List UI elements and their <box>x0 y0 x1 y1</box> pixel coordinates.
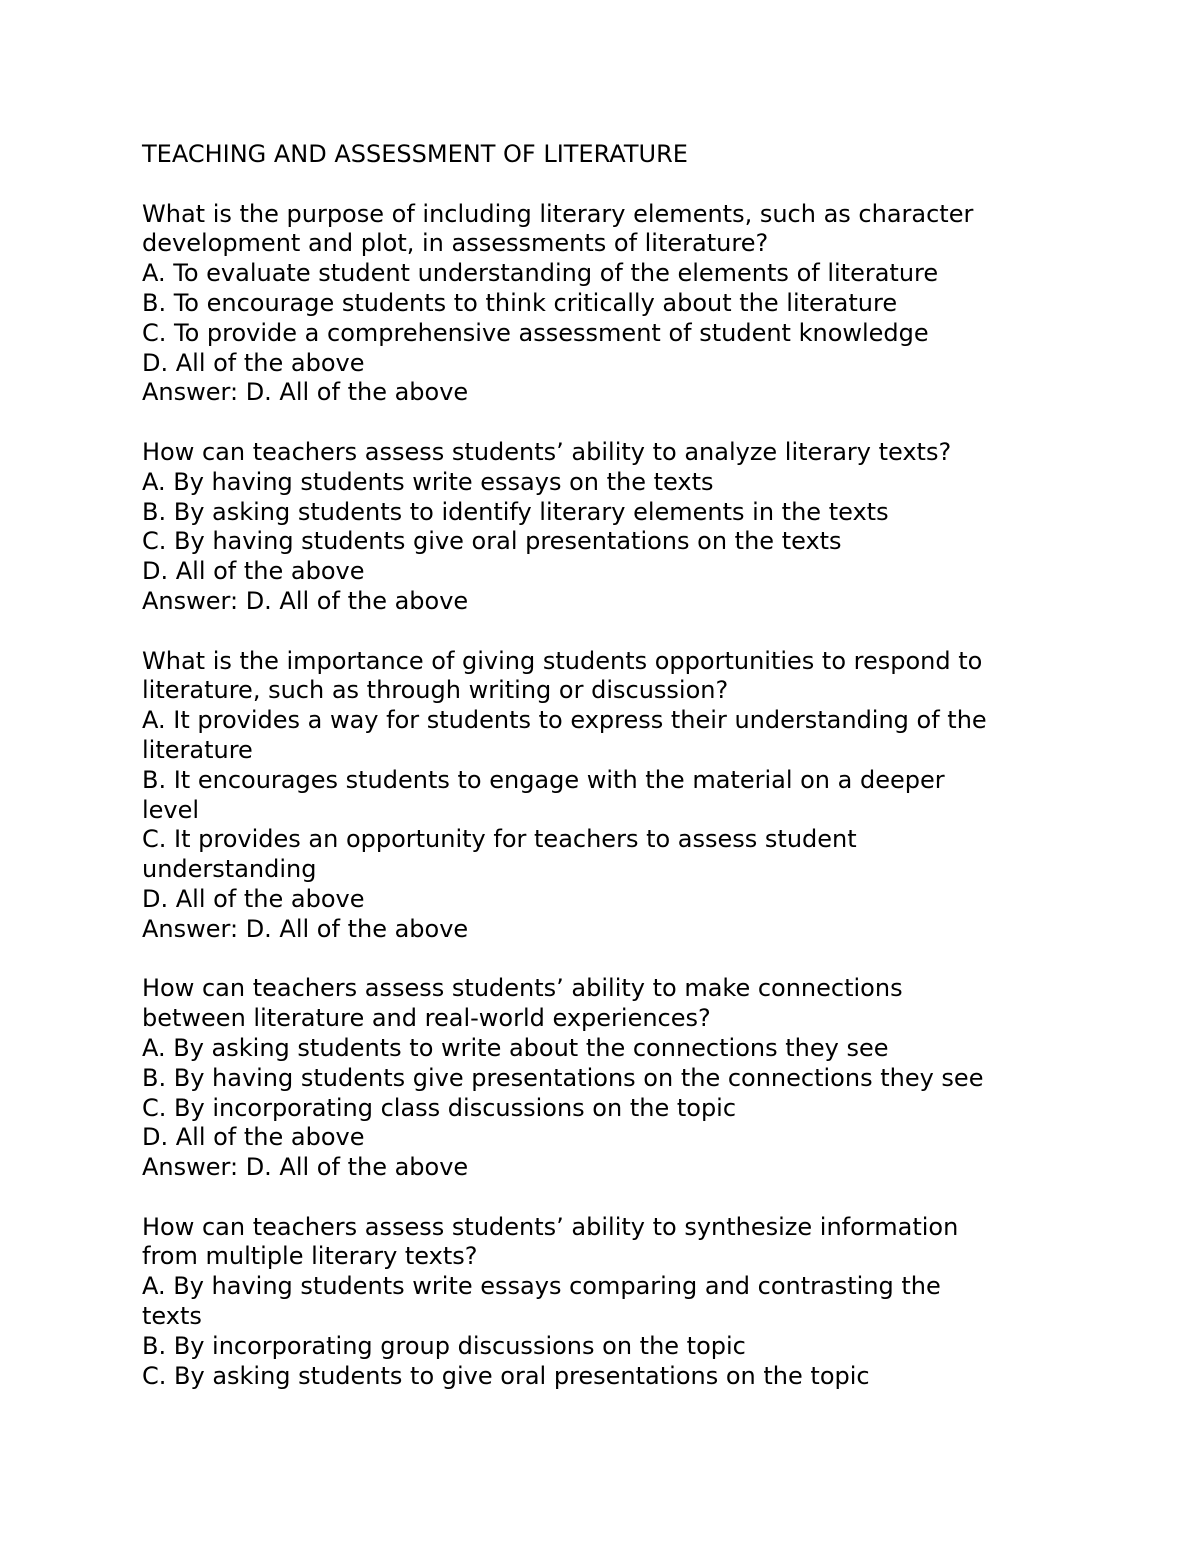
option-a: A. By asking students to write about the connections they see <box>142 1033 889 1062</box>
question-block <box>142 438 1052 617</box>
option-b: B. By incorporating group discussions on the topic <box>142 1331 746 1360</box>
question-block <box>142 200 1052 409</box>
question-block <box>142 974 1052 1183</box>
option-a: A. By having students write essays comparing and contrasting the <box>142 1272 941 1301</box>
option-d: D. All of the above <box>142 557 365 586</box>
answer-line: Answer: D. All of the above <box>142 1153 469 1182</box>
option-c-continued: understanding <box>142 855 317 884</box>
document-title: TEACHING AND ASSESSMENT OF LITERATURE <box>142 140 688 168</box>
option-d: D. All of the above <box>142 348 365 377</box>
option-a: A. To evaluate student understanding of the elements of literature <box>142 259 939 288</box>
option-b: B. To encourage students to think critically about the literature <box>142 288 898 317</box>
option-a-continued: literature <box>142 735 253 764</box>
option-b: B. By asking students to identify literary elements in the texts <box>142 497 889 526</box>
option-c: C. By having students give oral presentations on the texts <box>142 527 842 556</box>
option-c: C. To provide a comprehensive assessment of student knowledge <box>142 318 929 347</box>
answer-line: Answer: D. All of the above <box>142 586 469 615</box>
option-a: A. By having students write essays on the texts <box>142 467 714 496</box>
option-b-continued: level <box>142 795 200 824</box>
question-text: between literature and real-world experiences? <box>142 1004 711 1033</box>
question-text: from multiple literary texts? <box>142 1242 478 1271</box>
option-d: D. All of the above <box>142 884 365 913</box>
question-text: How can teachers assess students’ ability to analyze literary texts? <box>142 437 952 466</box>
answer-line: Answer: D. All of the above <box>142 378 469 407</box>
spacer <box>142 1183 1052 1213</box>
question-text: What is the importance of giving students opportunities to respond to <box>142 646 983 675</box>
spacer <box>142 617 1052 647</box>
option-c: C. By incorporating class discussions on the topic <box>142 1093 737 1122</box>
spacer <box>142 408 1052 438</box>
document-page <box>142 140 1052 1391</box>
spacer <box>142 170 1052 200</box>
question-text: How can teachers assess students’ ability to make connections <box>142 974 903 1003</box>
option-d: D. All of the above <box>142 1123 365 1152</box>
option-c: C. It provides an opportunity for teachers to assess student <box>142 825 857 854</box>
question-text: literature, such as through writing or discussion? <box>142 676 729 705</box>
option-c: C. By asking students to give oral presentations on the topic <box>142 1361 870 1390</box>
option-b: B. By having students give presentations on the connections they see <box>142 1063 984 1092</box>
option-b: B. It encourages students to engage with the material on a deeper <box>142 765 945 794</box>
spacer <box>142 945 1052 975</box>
question-text: What is the purpose of including literary elements, such as character <box>142 199 974 228</box>
question-block <box>142 1213 1052 1392</box>
question-text: development and plot, in assessments of literature? <box>142 229 769 258</box>
question-text: How can teachers assess students’ ability to synthesize information <box>142 1212 959 1241</box>
question-block <box>142 647 1052 945</box>
answer-line: Answer: D. All of the above <box>142 914 469 943</box>
option-a-continued: texts <box>142 1302 202 1331</box>
option-a: A. It provides a way for students to express their understanding of the <box>142 706 987 735</box>
